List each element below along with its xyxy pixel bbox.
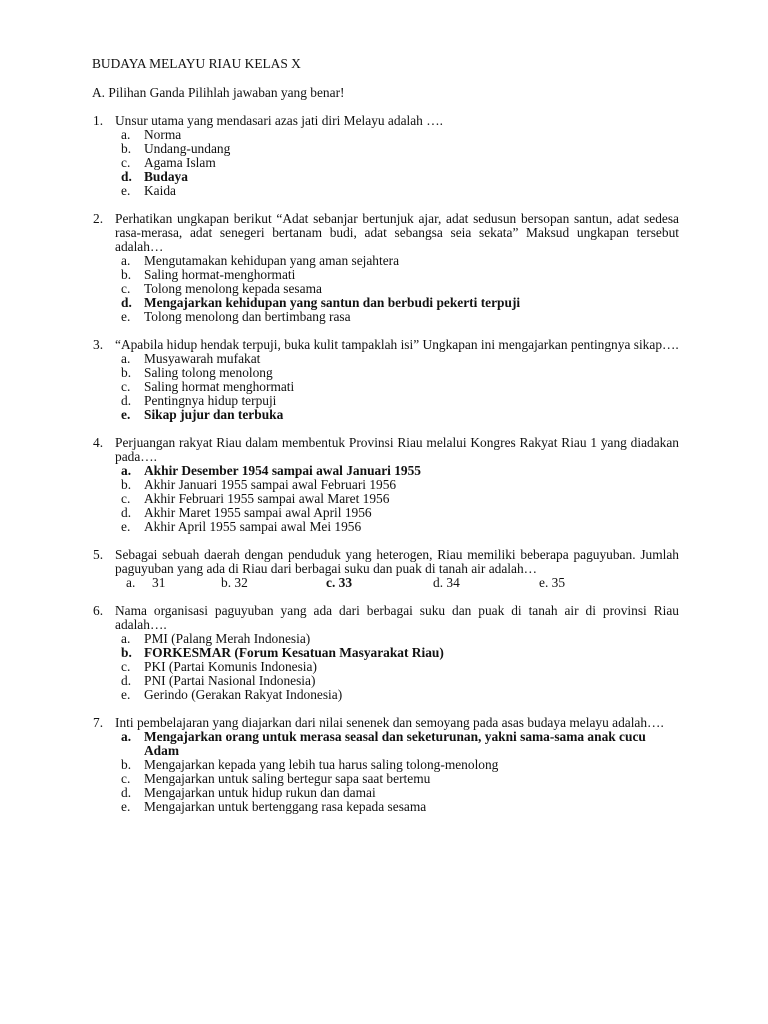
- section-heading: A. Pilihan Ganda Pilihlah jawaban yang benar!: [92, 85, 345, 100]
- question-number: 7.: [93, 715, 104, 730]
- option-b: [121, 366, 679, 380]
- option-letter: e.: [121, 519, 131, 534]
- option-letter: c.: [326, 575, 336, 590]
- option-letter: b.: [221, 575, 232, 590]
- option-c: [121, 772, 679, 786]
- option-a: [121, 254, 679, 268]
- question-number: 4.: [93, 435, 104, 450]
- option-b: [121, 758, 679, 772]
- option-letter: a.: [121, 631, 131, 646]
- option-c: [121, 156, 679, 170]
- option-letter: e.: [539, 575, 549, 590]
- option-letter: b.: [121, 757, 132, 772]
- option-text: Akhir Desember 1954 sampai awal Januari 1955: [144, 463, 421, 478]
- option-d: [121, 506, 679, 520]
- option-c-answer: [326, 576, 433, 590]
- option-text: Akhir Maret 1955 sampai awal April 1956: [144, 505, 372, 520]
- option-text: Mengajarkan untuk hidup rukun dan damai: [144, 785, 376, 800]
- option-c: [121, 492, 679, 506]
- question-text: Perhatikan ungkapan berikut “Adat sebanjar bertunjuk ajar, adat sedusun bersopan santun, adat sedesa rasa-merasa, adat senegeri bertanam budi, adat sebangsa seia sekata” Maksud ungkapan tersebut adalah…: [115, 211, 679, 254]
- option-e: [121, 310, 679, 324]
- option-text: Agama Islam: [144, 155, 216, 170]
- option-d: [433, 576, 539, 590]
- option-c: [121, 282, 679, 296]
- option-text: 33: [338, 575, 353, 590]
- option-a: [121, 128, 679, 142]
- option-text: Kaida: [144, 183, 176, 198]
- option-text: Akhir April 1955 sampai awal Mei 1956: [144, 519, 362, 534]
- option-b: [121, 142, 679, 156]
- option-e: [539, 576, 599, 590]
- option-text: PMI (Palang Merah Indonesia): [144, 631, 311, 646]
- option-text: Akhir Januari 1955 sampai awal Februari 1956: [144, 477, 397, 492]
- option-letter: c.: [121, 659, 131, 674]
- question-1: [93, 114, 679, 198]
- option-letter: e.: [121, 799, 131, 814]
- question-text: Unsur utama yang mendasari azas jati diri Melayu adalah ….: [115, 113, 443, 128]
- question-text: Inti pembelajaran yang diajarkan dari nilai senenek dan semoyang pada asas budaya melayu adalah….: [115, 715, 664, 730]
- option-d-answer: [121, 170, 679, 184]
- option-text: Mengutamakan kehidupan yang aman sejahtera: [144, 253, 400, 268]
- question-list: [93, 114, 679, 828]
- option-letter: d.: [121, 169, 132, 184]
- option-letter: e.: [121, 407, 131, 422]
- option-text: Saling hormat menghormati: [144, 379, 295, 394]
- question-text: Sebagai sebuah daerah dengan penduduk yang heterogen, Riau memiliki beberapa paguyuban. Jumlah paguyuban yang ada di Riau dari berbagai suku dan puak di tanah air adalah…: [115, 547, 679, 576]
- option-text: Mengajarkan untuk bertenggang rasa kepada sesama: [144, 799, 427, 814]
- option-text: Tolong menolong dan bertimbang rasa: [144, 309, 351, 324]
- option-list: [121, 730, 679, 814]
- option-text: Norma: [144, 127, 182, 142]
- question-4: [93, 436, 679, 534]
- option-a-answer: [121, 464, 679, 478]
- option-a: [126, 576, 221, 590]
- option-text: Mengajarkan kepada yang lebih tua harus saling tolong-menolong: [144, 757, 499, 772]
- question-text: Nama organisasi paguyuban yang ada dari berbagai suku dan puak di tanah air di provinsi Riau adalah….: [115, 603, 679, 632]
- option-letter: a.: [121, 463, 132, 478]
- option-list: [121, 128, 679, 198]
- option-d: [121, 394, 679, 408]
- option-b: [221, 576, 326, 590]
- option-letter: d.: [121, 785, 132, 800]
- option-letter: a.: [121, 351, 131, 366]
- question-text: Perjuangan rakyat Riau dalam membentuk Provinsi Riau melalui Kongres Rakyat Riau 1 yang diadakan pada….: [115, 435, 679, 464]
- option-e-answer: [121, 408, 679, 422]
- option-letter: c.: [121, 771, 131, 786]
- option-letter: d.: [121, 673, 132, 688]
- question-number: 3.: [93, 337, 104, 352]
- option-list: [121, 352, 679, 422]
- document-title: BUDAYA MELAYU RIAU KELAS X: [92, 56, 301, 71]
- option-c: [121, 660, 679, 674]
- option-text: Mengajarkan untuk saling bertegur sapa saat bertemu: [144, 771, 431, 786]
- option-list: [121, 254, 679, 324]
- question-6: [93, 604, 679, 702]
- option-letter: d.: [121, 505, 132, 520]
- inline-option-list: [126, 576, 679, 590]
- option-e: [121, 184, 679, 198]
- option-letter: d.: [433, 575, 444, 590]
- option-b-answer: [121, 646, 679, 660]
- option-text: Saling hormat-menghormati: [144, 267, 296, 282]
- option-text: PNI (Partai Nasional Indonesia): [144, 673, 316, 688]
- option-text: PKI (Partai Komunis Indonesia): [144, 659, 317, 674]
- option-c: [121, 380, 679, 394]
- option-text: 35: [551, 575, 566, 590]
- option-letter: d.: [121, 295, 132, 310]
- option-b: [121, 478, 679, 492]
- option-e: [121, 688, 679, 702]
- question-number: 6.: [93, 603, 104, 618]
- option-d-answer: [121, 296, 679, 310]
- option-letter: e.: [121, 309, 131, 324]
- question-3: [93, 338, 679, 422]
- option-text: Mengajarkan kehidupan yang santun dan berbudi pekerti terpuji: [144, 295, 521, 310]
- option-text: 32: [234, 575, 248, 590]
- option-letter: c.: [121, 379, 131, 394]
- option-letter: a.: [121, 253, 131, 268]
- question-text: “Apabila hidup hendak terpuji, buka kulit tampaklah isi” Ungkapan ini mengajarkan pentingnya sikap….: [115, 337, 679, 352]
- option-a: [121, 632, 679, 646]
- option-text: Gerindo (Gerakan Rakyat Indonesia): [144, 687, 343, 702]
- question-5: [93, 548, 679, 590]
- option-e: [121, 520, 679, 534]
- option-letter: b.: [121, 477, 132, 492]
- option-text: 34: [446, 575, 460, 590]
- option-a-answer: [121, 730, 679, 758]
- option-letter: e.: [121, 687, 131, 702]
- option-text: Mengajarkan orang untuk merasa seasal dan seketurunan, yakni sama-sama anak cucu Adam: [144, 729, 646, 758]
- option-list: [121, 464, 679, 534]
- option-letter: b.: [121, 365, 132, 380]
- option-text: Saling tolong menolong: [144, 365, 273, 380]
- option-letter: c.: [121, 491, 131, 506]
- question-7: [93, 716, 679, 814]
- option-b: [121, 268, 679, 282]
- option-letter: c.: [121, 281, 131, 296]
- question-2: [93, 212, 679, 324]
- option-d: [121, 786, 679, 800]
- option-letter: a.: [121, 729, 132, 744]
- option-text: Sikap jujur dan terbuka: [144, 407, 284, 422]
- option-list: [121, 632, 679, 702]
- option-text: FORKESMAR (Forum Kesatuan Masyarakat Riau): [144, 645, 444, 660]
- option-text: Pentingnya hidup terpuji: [144, 393, 277, 408]
- option-text: 31: [152, 575, 166, 590]
- option-letter: a.: [121, 127, 131, 142]
- option-letter: b.: [121, 645, 132, 660]
- option-letter: b.: [121, 141, 132, 156]
- option-a: [121, 352, 679, 366]
- option-e: [121, 800, 679, 814]
- option-text: Budaya: [144, 169, 188, 184]
- option-letter: d.: [121, 393, 132, 408]
- option-letter: a.: [126, 575, 136, 590]
- option-letter: b.: [121, 267, 132, 282]
- option-letter: c.: [121, 155, 131, 170]
- option-text: Tolong menolong kepada sesama: [144, 281, 322, 296]
- option-text: Undang-undang: [144, 141, 231, 156]
- option-text: Musyawarah mufakat: [144, 351, 261, 366]
- option-d: [121, 674, 679, 688]
- question-number: 5.: [93, 547, 104, 562]
- option-text: Akhir Februari 1955 sampai awal Maret 1956: [144, 491, 390, 506]
- question-number: 2.: [93, 211, 104, 226]
- question-number: 1.: [93, 113, 104, 128]
- option-letter: e.: [121, 183, 131, 198]
